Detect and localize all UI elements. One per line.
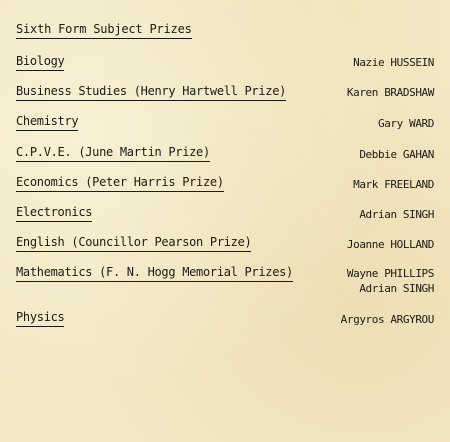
prize-subject-physics bbox=[16, 310, 64, 327]
prize-subject-economics bbox=[16, 175, 224, 192]
prize-winner-name: Debbie GAHAN bbox=[359, 148, 434, 161]
prize-subject-label: Economics (Peter Harris Prize) bbox=[16, 175, 224, 192]
prize-winner-name: Mark FREELAND bbox=[353, 178, 434, 191]
prize-winners-business-studies bbox=[347, 85, 434, 100]
prize-winner-name: Adrian SINGH bbox=[359, 282, 434, 295]
page-heading-text: Sixth Form Subject Prizes bbox=[16, 22, 192, 39]
prize-winner-name: Wayne PHILLIPS bbox=[346, 267, 434, 280]
prize-winner-name: Nazie HUSSEIN bbox=[353, 56, 434, 69]
prize-winner-name: Argyros ARGYROU bbox=[340, 313, 434, 326]
prize-subject-cpve bbox=[16, 145, 210, 162]
prize-subject-mathematics bbox=[16, 265, 293, 282]
prize-winners-biology bbox=[353, 55, 434, 70]
prize-winners-electronics bbox=[359, 207, 434, 222]
prize-subject-biology bbox=[16, 54, 64, 71]
prize-winner-name: Gary WARD bbox=[377, 117, 434, 130]
prize-subject-label: Business Studies (Henry Hartwell Prize) bbox=[16, 84, 286, 101]
prize-winner-name: Karen BRADSHAW bbox=[346, 86, 434, 99]
prize-subject-english bbox=[16, 235, 251, 252]
prize-winner-name: Adrian SINGH bbox=[359, 208, 434, 221]
prize-subject-label: C.P.V.E. (June Martin Prize) bbox=[16, 145, 210, 162]
prize-winner-name: Joanne HOLLAND bbox=[346, 238, 434, 251]
prize-subject-label: Biology bbox=[16, 54, 64, 71]
prize-winners-mathematics bbox=[347, 266, 434, 296]
prize-subject-electronics bbox=[16, 205, 92, 222]
prize-subject-label: Electronics bbox=[16, 205, 92, 222]
prize-winners-cpve bbox=[359, 147, 434, 162]
page-heading bbox=[16, 22, 192, 39]
prize-subject-label: Mathematics (F. N. Hogg Memorial Prizes) bbox=[16, 265, 293, 282]
prize-subject-business-studies bbox=[16, 84, 286, 101]
prize-subject-chemistry bbox=[16, 114, 78, 131]
prize-subject-label: Physics bbox=[16, 310, 64, 327]
prize-winners-chemistry bbox=[378, 116, 434, 131]
prize-subject-label: Chemistry bbox=[16, 114, 78, 131]
prize-winners-physics bbox=[341, 312, 434, 327]
prize-subject-label: English (Councillor Pearson Prize) bbox=[16, 235, 251, 252]
prize-winners-economics bbox=[353, 177, 434, 192]
prize-winners-english bbox=[347, 237, 434, 252]
